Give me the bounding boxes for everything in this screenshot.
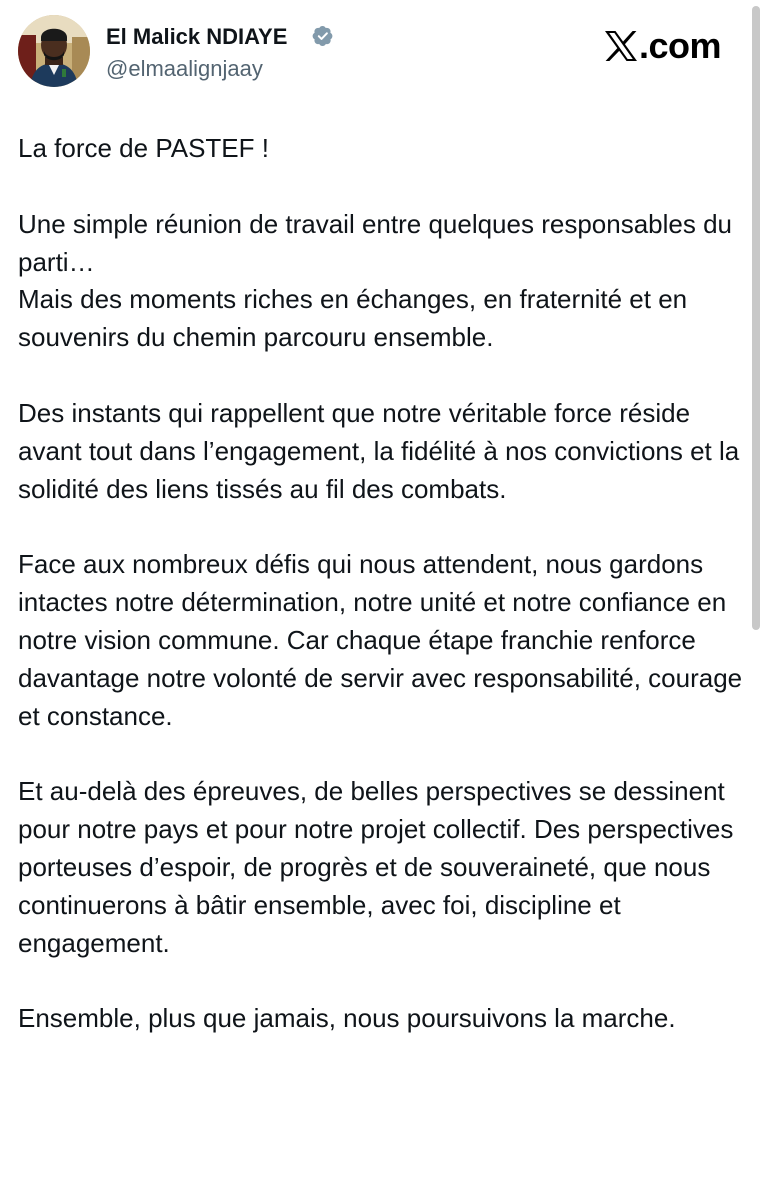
author-handle[interactable]: @elmaalignjaay bbox=[106, 56, 263, 81]
tweet-paragraph: La force de PASTEF ! bbox=[18, 133, 269, 163]
tweet-paragraph: Et au-delà des épreuves, de belles perspectives se dessinent pour notre pays et pour notre projet collectif. Des perspectives porteuses d’espoir, de progrès et de souveraineté, que nous continuerons à bâtir ensemble, avec foi, discipline et engagement. bbox=[18, 776, 734, 958]
x-logo-icon bbox=[604, 30, 638, 62]
tweet-paragraph: Face aux nombreux défis qui nous attendent, nous gardons intactes notre détermination, notre unité et notre confiance en notre vision commune. Car chaque étape franchie renforce davantage notre volonté de servir avec responsabilité, courage et constance. bbox=[18, 549, 743, 731]
avatar[interactable] bbox=[18, 15, 90, 87]
scrollbar[interactable] bbox=[752, 6, 760, 630]
tweet-paragraph: Des instants qui rappellent que notre véritable force réside avant tout dans l’engagement, la fidélité à nos convictions et la solidité des liens tissés au fil des combats. bbox=[18, 397, 740, 504]
tweet-header bbox=[0, 0, 766, 110]
tweet-paragraph: Une simple réunion de travail entre quelques responsables du parti… Mais des moments riches en échanges, en fraternité et en souvenirs du chemin parcouru ensemble. bbox=[18, 208, 732, 353]
x-com-text: .com bbox=[639, 25, 722, 66]
author-name[interactable]: El Malick NDIAYE bbox=[106, 24, 288, 49]
x-com-logo bbox=[604, 26, 721, 66]
tweet-paragraph: Ensemble, plus que jamais, nous poursuivons la marche. bbox=[18, 1003, 676, 1034]
tweet-text bbox=[18, 130, 748, 1038]
verified-badge-icon bbox=[312, 25, 334, 47]
